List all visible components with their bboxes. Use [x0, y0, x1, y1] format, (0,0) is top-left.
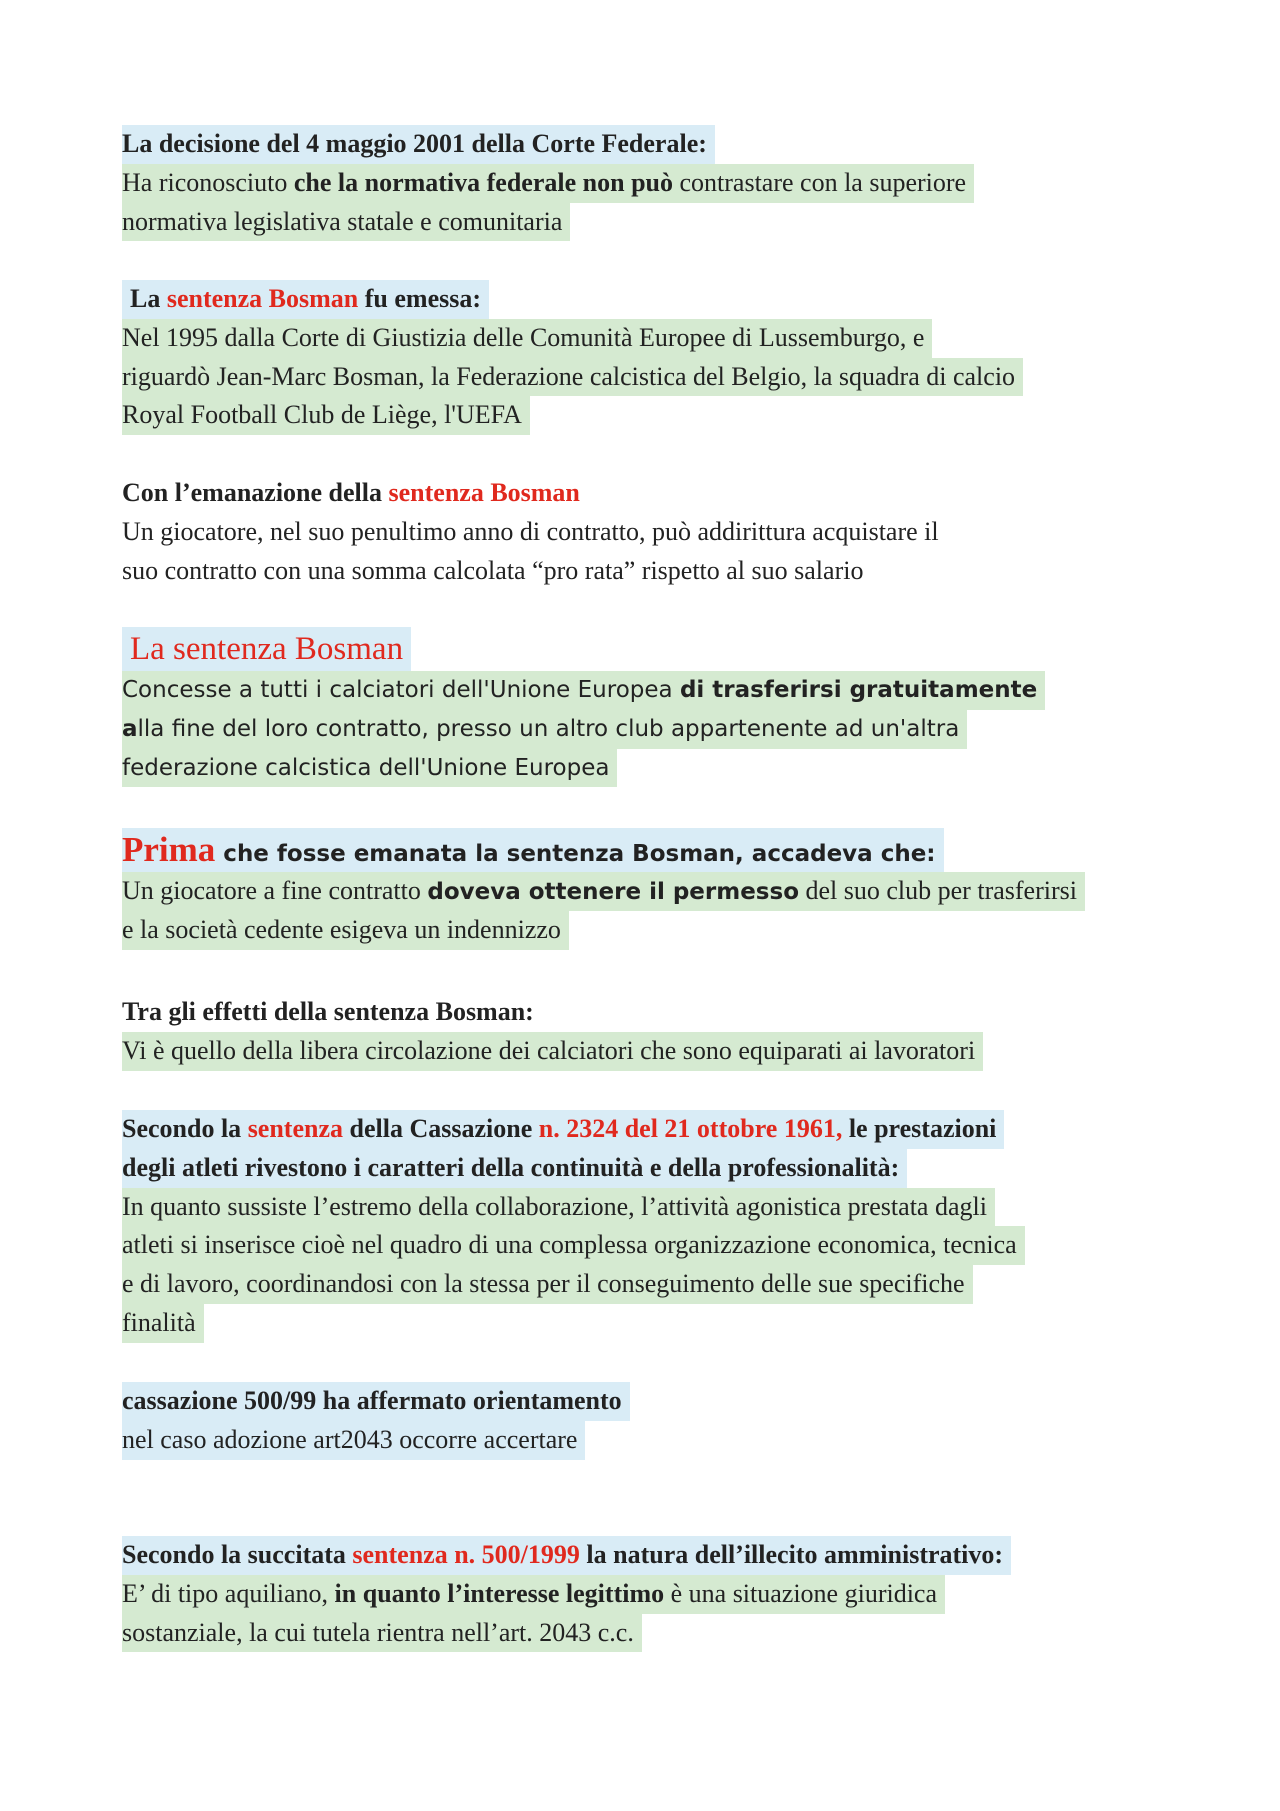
answer-line: In quanto sussiste l’estremo della collaborazione, l’attività agonistica prestata dagli — [122, 1188, 995, 1227]
note-emanazione-bosman — [122, 474, 1180, 590]
question-line: La decisione del 4 maggio 2001 della Corte Federale: — [122, 125, 715, 164]
answer-line: atleti si inserisce cioè nel quadro di una complessa organizzazione economica, tecnica — [122, 1226, 1025, 1265]
question-line: Con l’emanazione della sentenza Bosman — [122, 478, 580, 507]
answer-line: nel caso adozione art2043 occorre accertare — [122, 1421, 585, 1460]
question-line: La sentenza Bosman — [122, 627, 411, 671]
question-line: Tra gli effetti della sentenza Bosman: — [122, 997, 534, 1026]
question-line: degli atleti rivestono i caratteri della continuità e della professionalità: — [122, 1149, 907, 1188]
answer-line: sostanziale, la cui tutela rientra nell’art. 2043 c.c. — [122, 1614, 642, 1653]
answer-line: Royal Football Club de Liège, l'UEFA — [122, 396, 530, 435]
answer-line: Concesse a tutti i calciatori dell'Unione Europea di trasferirsi gratuitamente — [122, 671, 1045, 710]
answer-line: federazione calcistica dell'Unione Europea — [122, 749, 617, 788]
answer-line: e la società cedente esigeva un indennizzo — [122, 911, 569, 950]
answer-line: normativa legislativa statale e comunitaria — [122, 203, 570, 242]
answer-line: Ha riconosciuto che la normativa federale non può contrastare con la superiore — [122, 164, 974, 203]
question-line: La sentenza Bosman fu emessa: — [122, 280, 489, 319]
answer-line: Un giocatore a fine contratto doveva ottenere il permesso del suo club per trasferirsi — [122, 872, 1085, 911]
answer-line: e di lavoro, coordinandosi con la stessa per il conseguimento delle sue specifiche — [122, 1265, 973, 1304]
note-bosman-emessa — [122, 280, 1180, 435]
note-cassazione-500-99 — [122, 1382, 1180, 1460]
note-prima-bosman — [122, 828, 1180, 950]
note-illecito-amministrativo — [122, 1536, 1180, 1652]
answer-line: finalità — [122, 1304, 204, 1343]
question-line: Secondo la succitata sentenza n. 500/1999 la natura dell’illecito amministrativo: — [122, 1536, 1011, 1575]
question-line: Secondo la sentenza della Cassazione n. 2324 del 21 ottobre 1961, le prestazioni — [122, 1110, 1004, 1149]
note-cassazione-1961 — [122, 1110, 1180, 1343]
answer-line: Vi è quello della libera circolazione dei calciatori che sono equiparati ai lavoratori — [122, 1032, 983, 1071]
note-sentenza-bosman — [122, 627, 1180, 787]
answer-line: Nel 1995 dalla Corte di Giustizia delle Comunità Europee di Lussemburgo, e — [122, 319, 932, 358]
answer-line: suo contratto con una somma calcolata “pro rata” rispetto al suo salario — [122, 555, 864, 585]
answer-line: riguardò Jean-Marc Bosman, la Federazione calcistica del Belgio, la squadra di calcio — [122, 358, 1023, 397]
note-effetti-bosman — [122, 993, 1180, 1071]
note-corte-federale — [122, 125, 1180, 241]
answer-line: Un giocatore, nel suo penultimo anno di contratto, può addirittura acquistare il — [122, 516, 939, 546]
question-line: cassazione 500/99 ha affermato orientamento — [122, 1382, 630, 1421]
answer-line: E’ di tipo aquiliano, in quanto l’interesse legittimo è una situazione giuridica — [122, 1575, 945, 1614]
answer-line: alla fine del loro contratto, presso un altro club appartenente ad un'altra — [122, 710, 967, 749]
question-line: Prima che fosse emanata la sentenza Bosman, accadeva che: — [122, 828, 944, 872]
